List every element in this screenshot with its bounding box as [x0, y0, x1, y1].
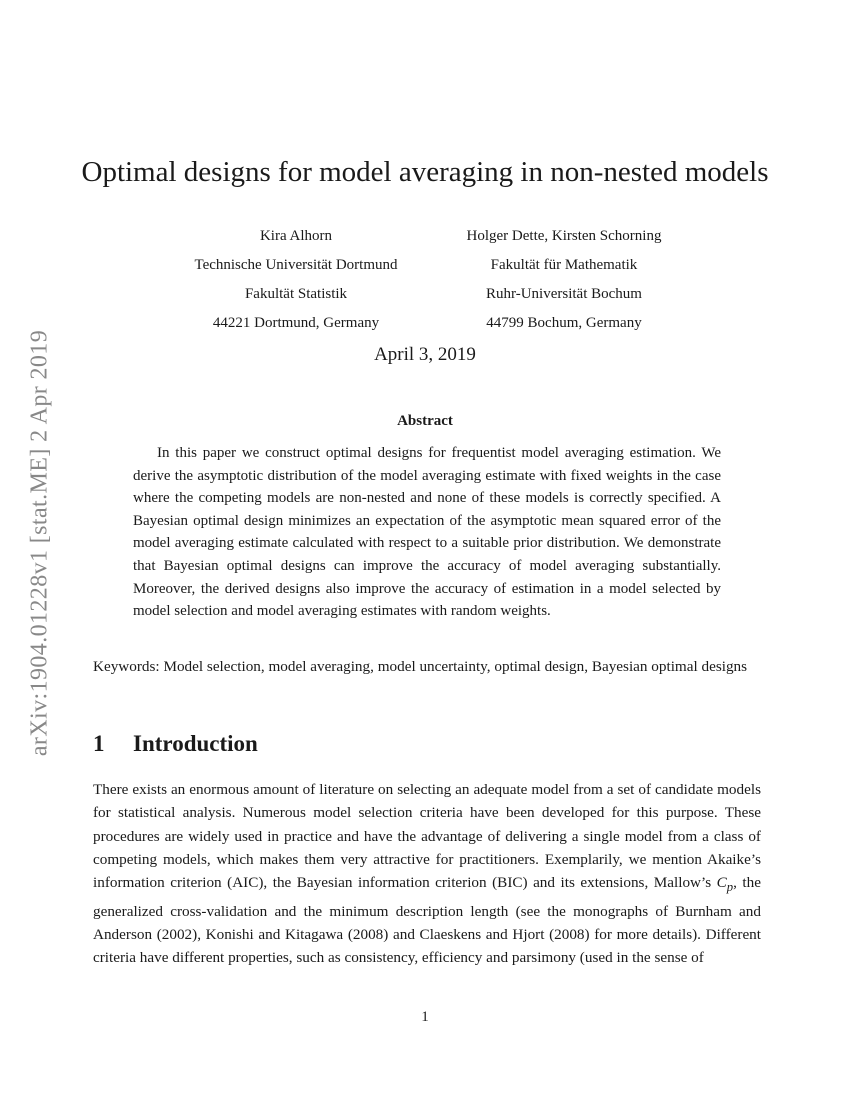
- introduction-paragraph: [93, 778, 761, 969]
- author-name: Kira Alhorn: [259, 228, 333, 244]
- section-heading: [93, 731, 258, 757]
- page-number: 1: [421, 1009, 429, 1025]
- body-text-part: There exists an enormous amount of literature on selecting an adequate model from a set of candidate models for statistical analysis. Numerous model selection criteria have been developed for this purpose. These procedures are widely used in practice and have the advantage of delivering a single model from a class of competing models, which makes them very attractive for practitioners. Exemplarily, we mention Akaike’s information criterion (AIC), the Bayesian information criterion (BIC) and its extensions, Mallow’s: [93, 781, 761, 892]
- section-title: Introduction: [133, 731, 258, 756]
- author-affiliation-line: 44799 Bochum, Germany: [486, 315, 642, 331]
- body-text-part: , the generalized cross-validation and the minimum description length (see the monographs of Burnham and Anderson (2002), Konishi and Kitagawa (2008) and Claeskens and Hjort (2008) for more details). Different criteria have different properties, such as consistency, efficiency and parsimony (used in the sense of: [93, 874, 761, 967]
- author-affiliation-line: Technische Universität Dortmund: [194, 257, 398, 273]
- author-affiliation-line: Fakultät Statistik: [244, 286, 348, 302]
- author-affiliation-line: Ruhr-Universität Bochum: [486, 286, 642, 302]
- author-block-2: [408, 222, 720, 338]
- author-affiliation-line: 44221 Dortmund, Germany: [212, 315, 380, 331]
- section-number: 1: [93, 731, 105, 756]
- math-subscript: p: [726, 880, 734, 895]
- paper-title: Optimal designs for model averaging in non-nested models: [81, 156, 769, 188]
- author-affiliation-line: Fakultät für Mathematik: [490, 257, 638, 273]
- arxiv-identifier-stamp: arXiv:1904.01228v1 [stat.ME] 2 Apr 2019: [26, 329, 53, 757]
- keywords-paragraph: [93, 655, 761, 678]
- publication-date: April 3, 2019: [374, 344, 476, 365]
- keywords-text: Model selection, model averaging, model uncertainty, optimal design, Bayesian optimal designs: [163, 658, 748, 675]
- author-name: Holger Dette, Kirsten Schorning: [466, 228, 662, 244]
- abstract-heading: Abstract: [397, 413, 453, 429]
- keywords-label: Keywords:: [93, 658, 160, 675]
- math-symbol: C: [716, 874, 727, 892]
- author-block-1: [140, 222, 452, 338]
- abstract-text: In this paper we construct optimal designs for frequentist model averaging estimation. We derive the asymptotic distribution of the model averaging estimate with fixed weights in the case where the competing models are non-nested and none of these models is correctly specified. A Bayesian optimal design minimizes an expectation of the asymptotic mean squared error of the model averaging estimate calculated with respect to a suitable prior distribution. We demonstrate that Bayesian optimal designs can improve the accuracy of model averaging substantially. Moreover, the derived designs also improve the accuracy of estimation in a model selected by model selection and model averaging estimates with random weights.: [133, 445, 721, 620]
